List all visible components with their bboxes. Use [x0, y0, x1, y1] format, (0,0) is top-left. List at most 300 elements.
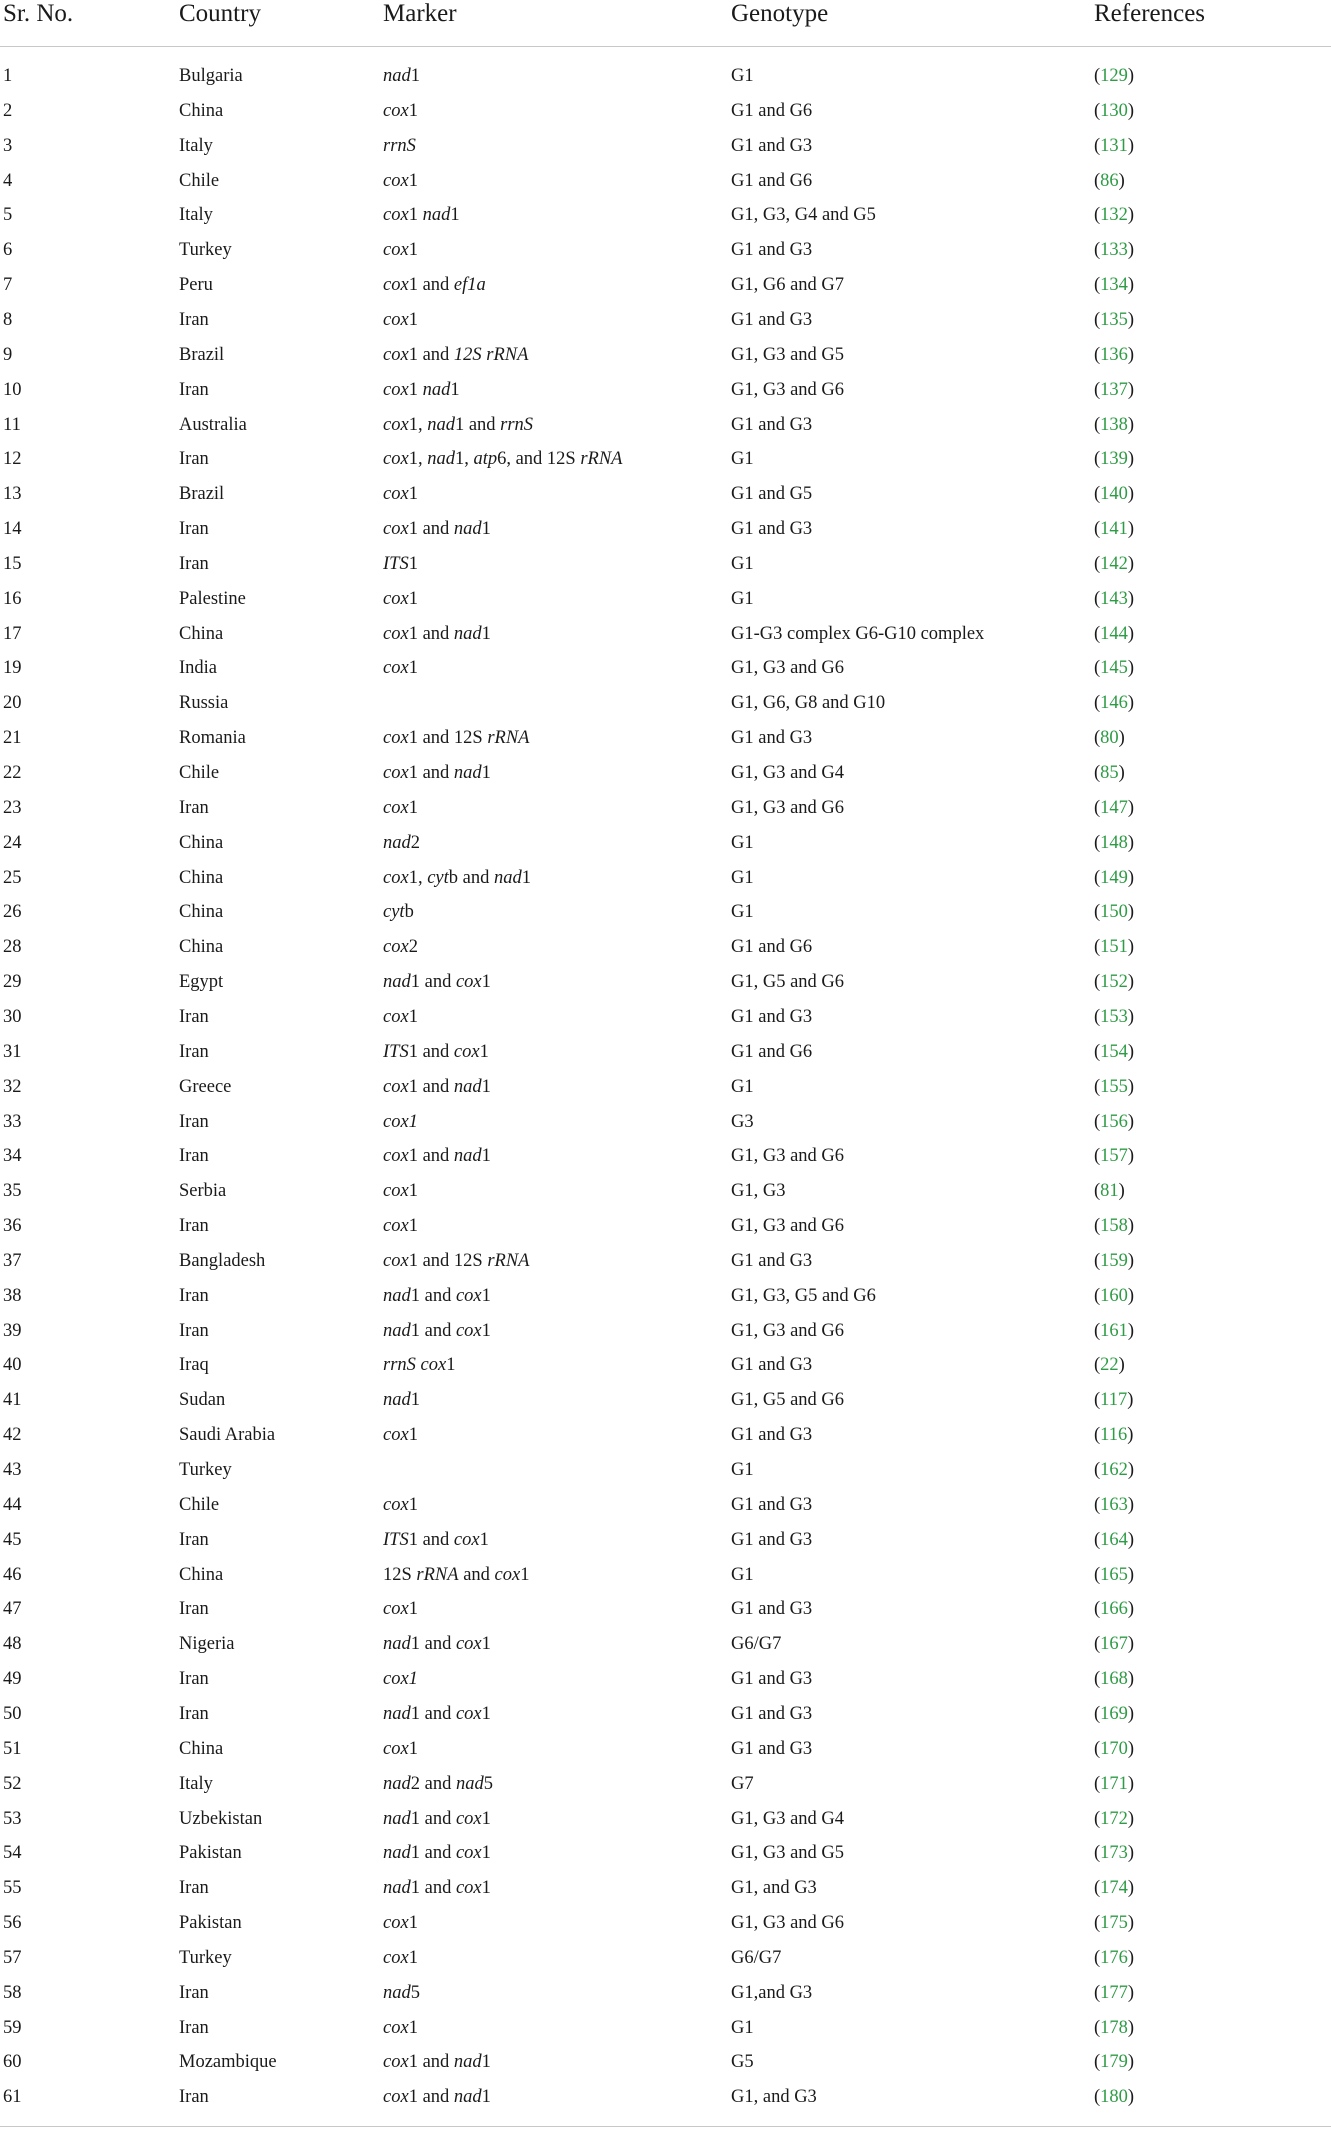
marker-segment: cox [455, 1843, 482, 1864]
marker-segment: 1 [408, 240, 418, 261]
marker-segment: 1 [481, 1878, 491, 1899]
header-country: Country [179, 0, 261, 27]
reference-cell: (22) [1094, 1355, 1125, 1376]
genotype-cell: G1, G3, G4 and G5 [731, 205, 876, 226]
reference-link[interactable]: 151 [1100, 937, 1128, 958]
country-cell: Sudan [179, 1390, 226, 1411]
reference-link[interactable]: 135 [1100, 309, 1128, 330]
reference-link[interactable]: 134 [1100, 275, 1128, 296]
marker-segment: nad [422, 205, 451, 226]
reference-cell: (170) [1094, 1738, 1135, 1759]
reference-link[interactable]: 156 [1100, 1111, 1128, 1132]
marker-segment: 1 and [410, 1634, 456, 1655]
sr-no-cell: 22 [3, 763, 22, 783]
sr-no-cell: 60 [3, 2052, 22, 2073]
marker-segment: cox [383, 867, 409, 888]
reference-cell: (173) [1094, 1843, 1135, 1864]
marker-segment: 1 [408, 1006, 418, 1027]
genotype-cell: G1, G3 and G5 [731, 344, 845, 365]
reference-link[interactable]: 150 [1100, 902, 1128, 923]
reference-cell: (166) [1094, 1599, 1135, 1620]
marker-segment: cyt [383, 902, 405, 923]
marker-segment: 1 [408, 205, 423, 226]
reference-cell: (132) [1094, 205, 1135, 226]
marker-segment: rRNA [487, 1250, 530, 1271]
table-row [0, 1836, 1331, 1870]
reference-link[interactable]: 116 [1100, 1425, 1128, 1446]
marker-segment: 1 and 12S [408, 1250, 488, 1271]
reference-link[interactable]: 130 [1100, 100, 1128, 121]
marker-segment: 1 and [410, 1808, 456, 1829]
sr-no-cell: 58 [3, 1982, 22, 2003]
marker-segment: 1 and [408, 344, 454, 365]
reference-link[interactable]: 86 [1100, 170, 1119, 191]
sr-no-cell: 32 [3, 1076, 22, 1097]
marker-segment: 1 [481, 1634, 491, 1655]
reference-link[interactable]: 173 [1100, 1843, 1128, 1864]
marker-segment: 1 [410, 66, 420, 86]
sr-no-cell: 47 [3, 1599, 22, 1620]
marker-segment: 1 and [410, 1703, 456, 1724]
table-row [0, 1105, 1331, 1139]
country-cell: Iran [179, 1320, 209, 1341]
marker-segment: cox [383, 1425, 409, 1446]
marker-segment: cox [383, 344, 409, 365]
marker-segment: 1 and [410, 1320, 456, 1341]
country-cell: Turkey [179, 240, 232, 261]
marker-segment: atp [473, 449, 498, 470]
reference-link[interactable]: 132 [1100, 205, 1128, 226]
marker-segment: nad [427, 449, 455, 470]
reference-link[interactable]: 141 [1100, 519, 1128, 540]
genotype-cell: G1 and G6 [731, 100, 813, 121]
reference-link[interactable]: 165 [1100, 1564, 1128, 1585]
reference-link[interactable]: 144 [1100, 623, 1128, 644]
genotype-cell: G1, G5 and G6 [731, 1390, 845, 1411]
table-row [0, 1488, 1331, 1522]
country-cell: Iran [179, 1669, 209, 1690]
sr-no-cell: 9 [3, 344, 13, 365]
sr-no-cell: 46 [3, 1564, 22, 1585]
reference-link[interactable]: 152 [1100, 972, 1128, 993]
marker-segment: cox [455, 1285, 482, 1306]
reference-link[interactable]: 139 [1100, 449, 1128, 470]
reference-link[interactable]: 174 [1100, 1878, 1128, 1899]
marker-cell [383, 1139, 491, 1173]
genotype-cell: G1 and G3 [731, 1006, 813, 1027]
genotype-cell: G1 and G3 [731, 414, 813, 435]
marker-segment: 1 and [408, 519, 454, 540]
marker-segment: cox [383, 658, 409, 679]
marker-segment: 1 [408, 1181, 418, 1202]
marker-cell [383, 164, 418, 198]
country-cell: Iran [179, 1599, 209, 1620]
reference-link[interactable]: 129 [1100, 66, 1128, 86]
table-row [0, 965, 1331, 999]
marker-segment: 1, [454, 449, 474, 470]
reference-cell: (138) [1094, 414, 1135, 435]
reference-link[interactable]: 81 [1100, 1181, 1119, 1202]
country-cell: Iran [179, 1529, 209, 1550]
marker-cell [383, 477, 418, 511]
reference-cell: (156) [1094, 1111, 1135, 1132]
marker-segment: 1 [481, 1320, 491, 1341]
marker-segment: cox [383, 937, 409, 958]
reference-cell: (148) [1094, 832, 1135, 853]
marker-cell [383, 1592, 418, 1626]
reference-cell: (139) [1094, 449, 1135, 470]
reference-link[interactable]: 142 [1100, 553, 1128, 574]
table-row [0, 930, 1331, 964]
genotype-cell: G1 and G3 [731, 1250, 813, 1271]
marker-segment: 1 [481, 1076, 491, 1097]
table-row [0, 408, 1331, 442]
marker-segment: cox [383, 1494, 409, 1515]
marker-segment: 1 and [454, 414, 501, 435]
marker-segment: 1 [450, 205, 460, 226]
marker-segment: 1 and [408, 763, 454, 783]
reference-cell: (85) [1094, 763, 1125, 783]
marker-segment: cox [455, 1808, 482, 1829]
table-row [0, 198, 1331, 232]
marker-cell [383, 1941, 418, 1975]
country-cell: Iraq [179, 1355, 209, 1376]
marker-segment: nad [453, 1146, 482, 1167]
table-row [0, 1697, 1331, 1731]
marker-cell [383, 512, 491, 546]
reference-link[interactable]: 162 [1100, 1460, 1128, 1480]
reference-link[interactable]: 153 [1100, 1006, 1128, 1027]
table-row [0, 1523, 1331, 1557]
country-cell: Iran [179, 553, 209, 574]
sr-no-cell: 36 [3, 1216, 22, 1237]
marker-segment: 1 and [408, 2087, 454, 2108]
marker-segment: nad [383, 1878, 411, 1899]
marker-segment: cox [383, 1599, 409, 1620]
reference-cell: (145) [1094, 658, 1135, 679]
sr-no-cell: 11 [3, 414, 21, 435]
marker-segment: 1 [408, 100, 418, 121]
marker-segment: 1 [408, 379, 423, 400]
marker-segment: 1 and [410, 1285, 456, 1306]
reference-cell: (155) [1094, 1076, 1135, 1097]
marker-segment: nad [383, 1982, 411, 2003]
marker-segment: cox [383, 2052, 409, 2073]
country-cell: China [179, 100, 224, 121]
sr-no-cell: 2 [3, 100, 13, 121]
bottom-rule [0, 2126, 1331, 2127]
reference-link[interactable]: 145 [1100, 658, 1128, 679]
marker-cell [383, 59, 420, 93]
marker-segment: nad [383, 832, 411, 853]
reference-link[interactable]: 149 [1100, 867, 1128, 888]
country-cell: Palestine [179, 588, 246, 609]
reference-link[interactable]: 171 [1100, 1773, 1128, 1794]
reference-cell: (179) [1094, 2052, 1135, 2073]
country-cell: China [179, 832, 224, 853]
marker-segment: cox1 [383, 1111, 418, 1132]
marker-cell [383, 1279, 491, 1313]
reference-link[interactable]: 161 [1100, 1320, 1128, 1341]
marker-cell [383, 1000, 418, 1034]
reference-link[interactable]: 163 [1100, 1494, 1128, 1515]
marker-segment: 1 [410, 1390, 420, 1411]
sr-no-cell: 19 [3, 658, 22, 679]
country-cell: Iran [179, 1041, 209, 1062]
marker-segment: cox [383, 1006, 409, 1027]
country-cell: China [179, 623, 224, 644]
reference-link[interactable]: 147 [1100, 797, 1128, 818]
sr-no-cell: 61 [3, 2087, 22, 2108]
marker-segment: 2 [408, 937, 418, 958]
table-row [0, 1244, 1331, 1278]
reference-link[interactable]: 169 [1100, 1703, 1128, 1724]
country-cell: China [179, 1738, 224, 1759]
marker-segment: cox [383, 1146, 409, 1167]
reference-link[interactable]: 170 [1100, 1738, 1128, 1759]
header-rule [0, 46, 1331, 47]
marker-segment: 12S [383, 1564, 417, 1585]
genotype-cell: G1, G3 and G6 [731, 1320, 845, 1341]
sr-no-cell: 49 [3, 1669, 22, 1690]
reference-link[interactable]: 137 [1100, 379, 1128, 400]
marker-cell [383, 338, 528, 372]
sr-no-cell: 35 [3, 1181, 22, 1202]
marker-segment: 12S rRNA [453, 344, 529, 365]
reference-link[interactable]: 164 [1100, 1529, 1128, 1550]
reference-link[interactable]: 131 [1100, 135, 1128, 156]
table-row [0, 1802, 1331, 1836]
genotype-cell: G1 and G3 [731, 1494, 813, 1515]
genotype-cell: G1, G3 [731, 1181, 786, 1202]
marker-segment: 1 [408, 170, 418, 191]
country-cell: Iran [179, 2087, 209, 2108]
reference-cell: (135) [1094, 309, 1135, 330]
marker-segment: 1 [521, 867, 531, 888]
genotype-cell: G1 and G3 [731, 1599, 813, 1620]
genotype-cell: G1 [731, 553, 754, 574]
table-row [0, 2045, 1331, 2079]
marker-segment: 1 and [408, 623, 454, 644]
marker-segment: 1 [408, 1425, 418, 1446]
marker-cell [383, 1871, 491, 1905]
marker-segment: 1 and [408, 275, 454, 296]
sr-no-cell: 14 [3, 519, 22, 540]
sr-no-cell: 33 [3, 1111, 22, 1132]
table-row [0, 1000, 1331, 1034]
sr-no-cell: 12 [3, 449, 22, 470]
marker-segment: cox [383, 379, 409, 400]
reference-cell: (177) [1094, 1982, 1135, 2003]
marker-segment: 1 and [408, 2052, 454, 2073]
reference-link[interactable]: 177 [1100, 1982, 1128, 2003]
marker-segment: 1, [408, 414, 428, 435]
reference-link[interactable]: 85 [1100, 763, 1119, 783]
marker-segment: cox [383, 1181, 409, 1202]
marker-cell [383, 965, 491, 999]
marker-segment: rRNA [487, 728, 530, 749]
reference-link[interactable]: 80 [1100, 728, 1119, 749]
sr-no-cell: 37 [3, 1250, 22, 1271]
marker-segment: 2 and [410, 1773, 456, 1794]
marker-segment: cox [455, 1878, 482, 1899]
reference-cell: (159) [1094, 1250, 1135, 1271]
marker-segment: cox1 [383, 1669, 418, 1690]
table-row [0, 651, 1331, 685]
marker-cell [383, 1697, 491, 1731]
reference-link[interactable]: 176 [1100, 1947, 1128, 1968]
reference-link[interactable]: 133 [1100, 240, 1128, 261]
reference-link[interactable]: 146 [1100, 693, 1128, 714]
marker-cell [383, 1209, 418, 1243]
marker-segment: 1 [408, 1947, 418, 1968]
sr-no-cell: 57 [3, 1947, 22, 1968]
country-cell: Nigeria [179, 1634, 235, 1655]
reference-link[interactable]: 178 [1100, 2017, 1128, 2038]
marker-segment: rrnS [500, 414, 534, 435]
marker-cell [383, 1662, 418, 1696]
marker-cell [383, 233, 418, 267]
sr-no-cell: 21 [3, 728, 22, 749]
marker-segment: cox [383, 623, 409, 644]
reference-link[interactable]: 22 [1100, 1355, 1119, 1376]
table-row [0, 1279, 1331, 1313]
country-cell: Russia [179, 693, 229, 714]
reference-link[interactable]: 117 [1100, 1390, 1128, 1411]
marker-segment: cox [383, 170, 409, 191]
table-row [0, 756, 1331, 790]
marker-segment: nad [383, 1285, 411, 1306]
marker-segment: nad [453, 1076, 482, 1097]
marker-segment: 1 and 12S [408, 728, 488, 749]
marker-cell [383, 1348, 455, 1382]
marker-cell [383, 129, 416, 163]
reference-link[interactable]: 167 [1100, 1634, 1128, 1655]
table-row [0, 512, 1331, 546]
country-cell: Australia [179, 414, 247, 435]
reference-cell: (171) [1094, 1773, 1135, 1794]
reference-link[interactable]: 158 [1100, 1216, 1128, 1237]
sr-no-cell: 39 [3, 1320, 22, 1341]
country-cell: Iran [179, 449, 209, 470]
reference-link[interactable]: 140 [1100, 484, 1128, 505]
marker-segment: cox [383, 275, 409, 296]
sr-no-cell: 34 [3, 1146, 22, 1167]
genotype-cell: G1, and G3 [731, 2087, 817, 2108]
marker-segment: 1 [481, 623, 491, 644]
table-row [0, 1976, 1331, 2010]
reference-link[interactable]: 179 [1100, 2052, 1128, 2073]
reference-cell: (150) [1094, 902, 1135, 923]
genotype-cell: G1 [731, 449, 754, 470]
table-row [0, 1627, 1331, 1661]
genotype-cell: G1 [731, 832, 754, 853]
genotype-cell: G1 and G6 [731, 170, 813, 191]
marker-segment: nad [453, 2052, 482, 2073]
reference-cell: (149) [1094, 867, 1135, 888]
reference-link[interactable]: 166 [1100, 1599, 1128, 1620]
reference-cell: (141) [1094, 519, 1135, 540]
reference-cell: (116) [1094, 1425, 1134, 1446]
reference-link[interactable]: 160 [1100, 1285, 1128, 1306]
country-cell: Iran [179, 379, 209, 400]
table-row [0, 895, 1331, 929]
marker-segment: 1 [408, 658, 418, 679]
marker-cell [383, 1314, 491, 1348]
country-cell: Iran [179, 1878, 209, 1899]
genotype-cell: G1 [731, 867, 754, 888]
marker-cell [383, 1383, 420, 1417]
genotype-cell: G1, G3, G5 and G6 [731, 1285, 876, 1306]
genotype-cell: G1, G3 and G6 [731, 1216, 845, 1237]
marker-segment: 1 [479, 1529, 489, 1550]
country-cell: Chile [179, 763, 220, 783]
sr-no-cell: 16 [3, 588, 22, 609]
marker-segment: nad [455, 1773, 484, 1794]
reference-link[interactable]: 159 [1100, 1250, 1128, 1271]
genotype-cell: G1, G3 and G6 [731, 1146, 845, 1167]
marker-segment: 1, [408, 867, 428, 888]
sr-no-cell: 50 [3, 1703, 22, 1724]
genotype-cell: G1 and G3 [731, 519, 813, 540]
sr-no-cell: 8 [3, 309, 13, 330]
reference-cell: (161) [1094, 1320, 1135, 1341]
country-cell: Turkey [179, 1947, 232, 1968]
marker-segment: nad [427, 414, 455, 435]
country-cell: Iran [179, 1285, 209, 1306]
table-row [0, 582, 1331, 616]
marker-segment: rrnS [383, 1355, 416, 1376]
country-cell: Pakistan [179, 1843, 242, 1864]
marker-segment: 1 and [408, 1146, 454, 1167]
marker-segment: 1 [520, 1564, 530, 1585]
country-cell: China [179, 902, 224, 923]
country-cell: Brazil [179, 484, 225, 505]
reference-link[interactable]: 157 [1100, 1146, 1128, 1167]
reference-cell: (175) [1094, 1913, 1135, 1934]
table-row [0, 94, 1331, 128]
marker-segment: 1 [408, 553, 418, 574]
marker-cell [383, 1035, 489, 1069]
marker-cell [383, 791, 418, 825]
reference-cell: (163) [1094, 1494, 1135, 1515]
reference-link[interactable]: 154 [1100, 1041, 1128, 1062]
reference-link[interactable]: 138 [1100, 414, 1128, 435]
reference-link[interactable]: 155 [1100, 1076, 1128, 1097]
marker-cell [383, 651, 418, 685]
reference-link[interactable]: 143 [1100, 588, 1128, 609]
reference-link[interactable]: 136 [1100, 344, 1128, 365]
table-row [0, 1314, 1331, 1348]
sr-no-cell: 48 [3, 1634, 22, 1655]
table-header [0, 0, 1331, 46]
reference-cell: (131) [1094, 135, 1135, 156]
reference-link[interactable]: 180 [1100, 2087, 1128, 2108]
country-cell: China [179, 1564, 224, 1585]
reference-link[interactable]: 168 [1100, 1669, 1128, 1690]
marker-segment: cox [383, 484, 409, 505]
sr-no-cell: 7 [3, 275, 13, 296]
table-row [0, 861, 1331, 895]
marker-cell [383, 582, 418, 616]
reference-cell: (129) [1094, 66, 1135, 86]
marker-segment: nad [383, 1703, 411, 1724]
sr-no-cell: 40 [3, 1355, 22, 1376]
reference-link[interactable]: 175 [1100, 1913, 1128, 1934]
reference-link[interactable]: 148 [1100, 832, 1128, 853]
reference-link[interactable]: 172 [1100, 1808, 1128, 1829]
marker-cell [383, 721, 529, 755]
